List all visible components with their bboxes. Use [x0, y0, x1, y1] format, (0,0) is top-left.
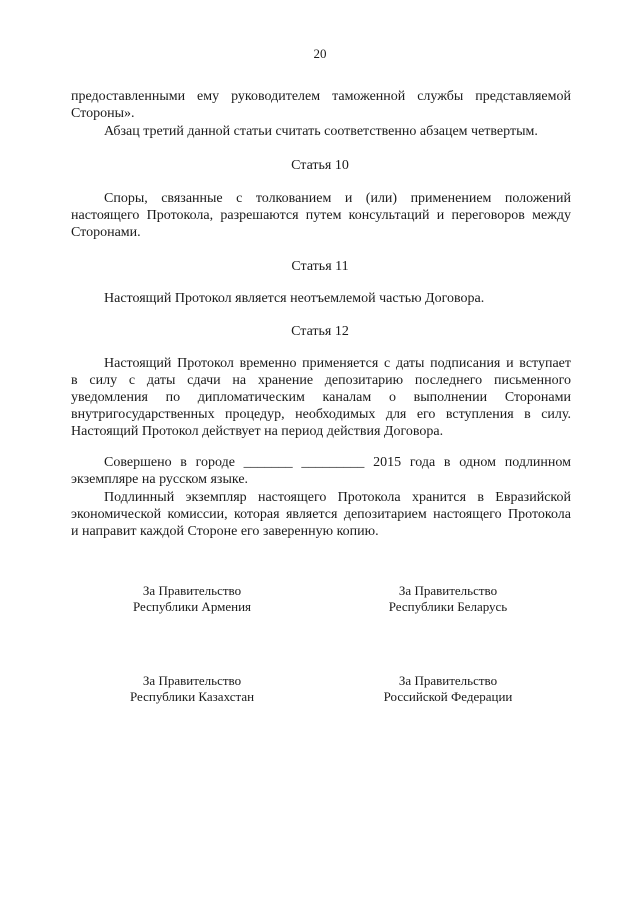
signature-block-russia [348, 673, 548, 705]
article-12-line-2: в силу с даты сдачи на хранение депозитарию последнего письменного [71, 373, 571, 388]
closing-body [71, 454, 571, 540]
article-10-line-2: настоящего Протокола, разрешаются путем консультаций и переговоров между [71, 208, 571, 223]
signature-russia-line-2: Российской Федерации [383, 689, 513, 704]
closing-line-3: Подлинный экземпляр настоящего Протокола хранится в Евразийской [104, 490, 571, 505]
article-10-heading: Статья 10 [291, 158, 349, 173]
article-12-line-5: Настоящий Протокол действует на период действия Договора. [71, 424, 444, 439]
page-number: 20 [313, 46, 327, 61]
article-12-line-4: внутригосударственных процедур, необходимых для его вступления в силу. [71, 407, 571, 422]
signature-belarus-line-2: Республики Беларусь [388, 599, 508, 614]
signature-block-armenia [92, 583, 292, 615]
article-12-body [71, 355, 571, 440]
article-12-heading: Статья 12 [291, 324, 349, 339]
closing-line-5: и направит каждой Стороне его заверенную копию. [71, 524, 379, 539]
article-11-line-1: Настоящий Протокол является неотъемлемой частью Договора. [104, 291, 485, 306]
signature-block-kazakhstan [92, 673, 292, 705]
article-10-line-1: Споры, связанные с толкованием и (или) применением положений [104, 191, 571, 206]
signature-block-belarus [348, 583, 548, 615]
intro-line-2: Стороны». [71, 106, 135, 121]
closing-line-1: Совершено в городе _______ _________ 2015 года в одном подлинном [104, 455, 571, 470]
signature-kazakhstan-line-2: Республики Казахстан [129, 689, 255, 704]
article-11-heading: Статья 11 [291, 259, 349, 274]
article-10-line-3: Сторонами. [71, 225, 141, 240]
signature-belarus-line-1: За Правительство [398, 583, 498, 598]
signature-armenia-line-2: Республики Армения [132, 599, 252, 614]
signature-kazakhstan-line-1: За Правительство [142, 673, 242, 688]
intro-line-3: Абзац третий данной статьи считать соответственно абзацем четвертым. [104, 124, 538, 139]
intro-paragraph [71, 88, 571, 140]
intro-line-1: предоставленными ему руководителем таможенной службы представляемой [71, 89, 571, 104]
article-12-line-1: Настоящий Протокол временно применяется с даты подписания и вступает [104, 356, 571, 371]
article-10-body [71, 190, 571, 241]
signature-russia-line-1: За Правительство [398, 673, 498, 688]
article-12-line-3: уведомления по дипломатическим каналам о выполнении Сторонами [71, 390, 571, 405]
closing-line-2: экземпляре на русском языке. [71, 472, 249, 487]
closing-line-4: экономической комиссии, которая является депозитарием настоящего Протокола [71, 507, 571, 522]
signature-armenia-line-1: За Правительство [142, 583, 242, 598]
article-11-body [71, 290, 571, 307]
